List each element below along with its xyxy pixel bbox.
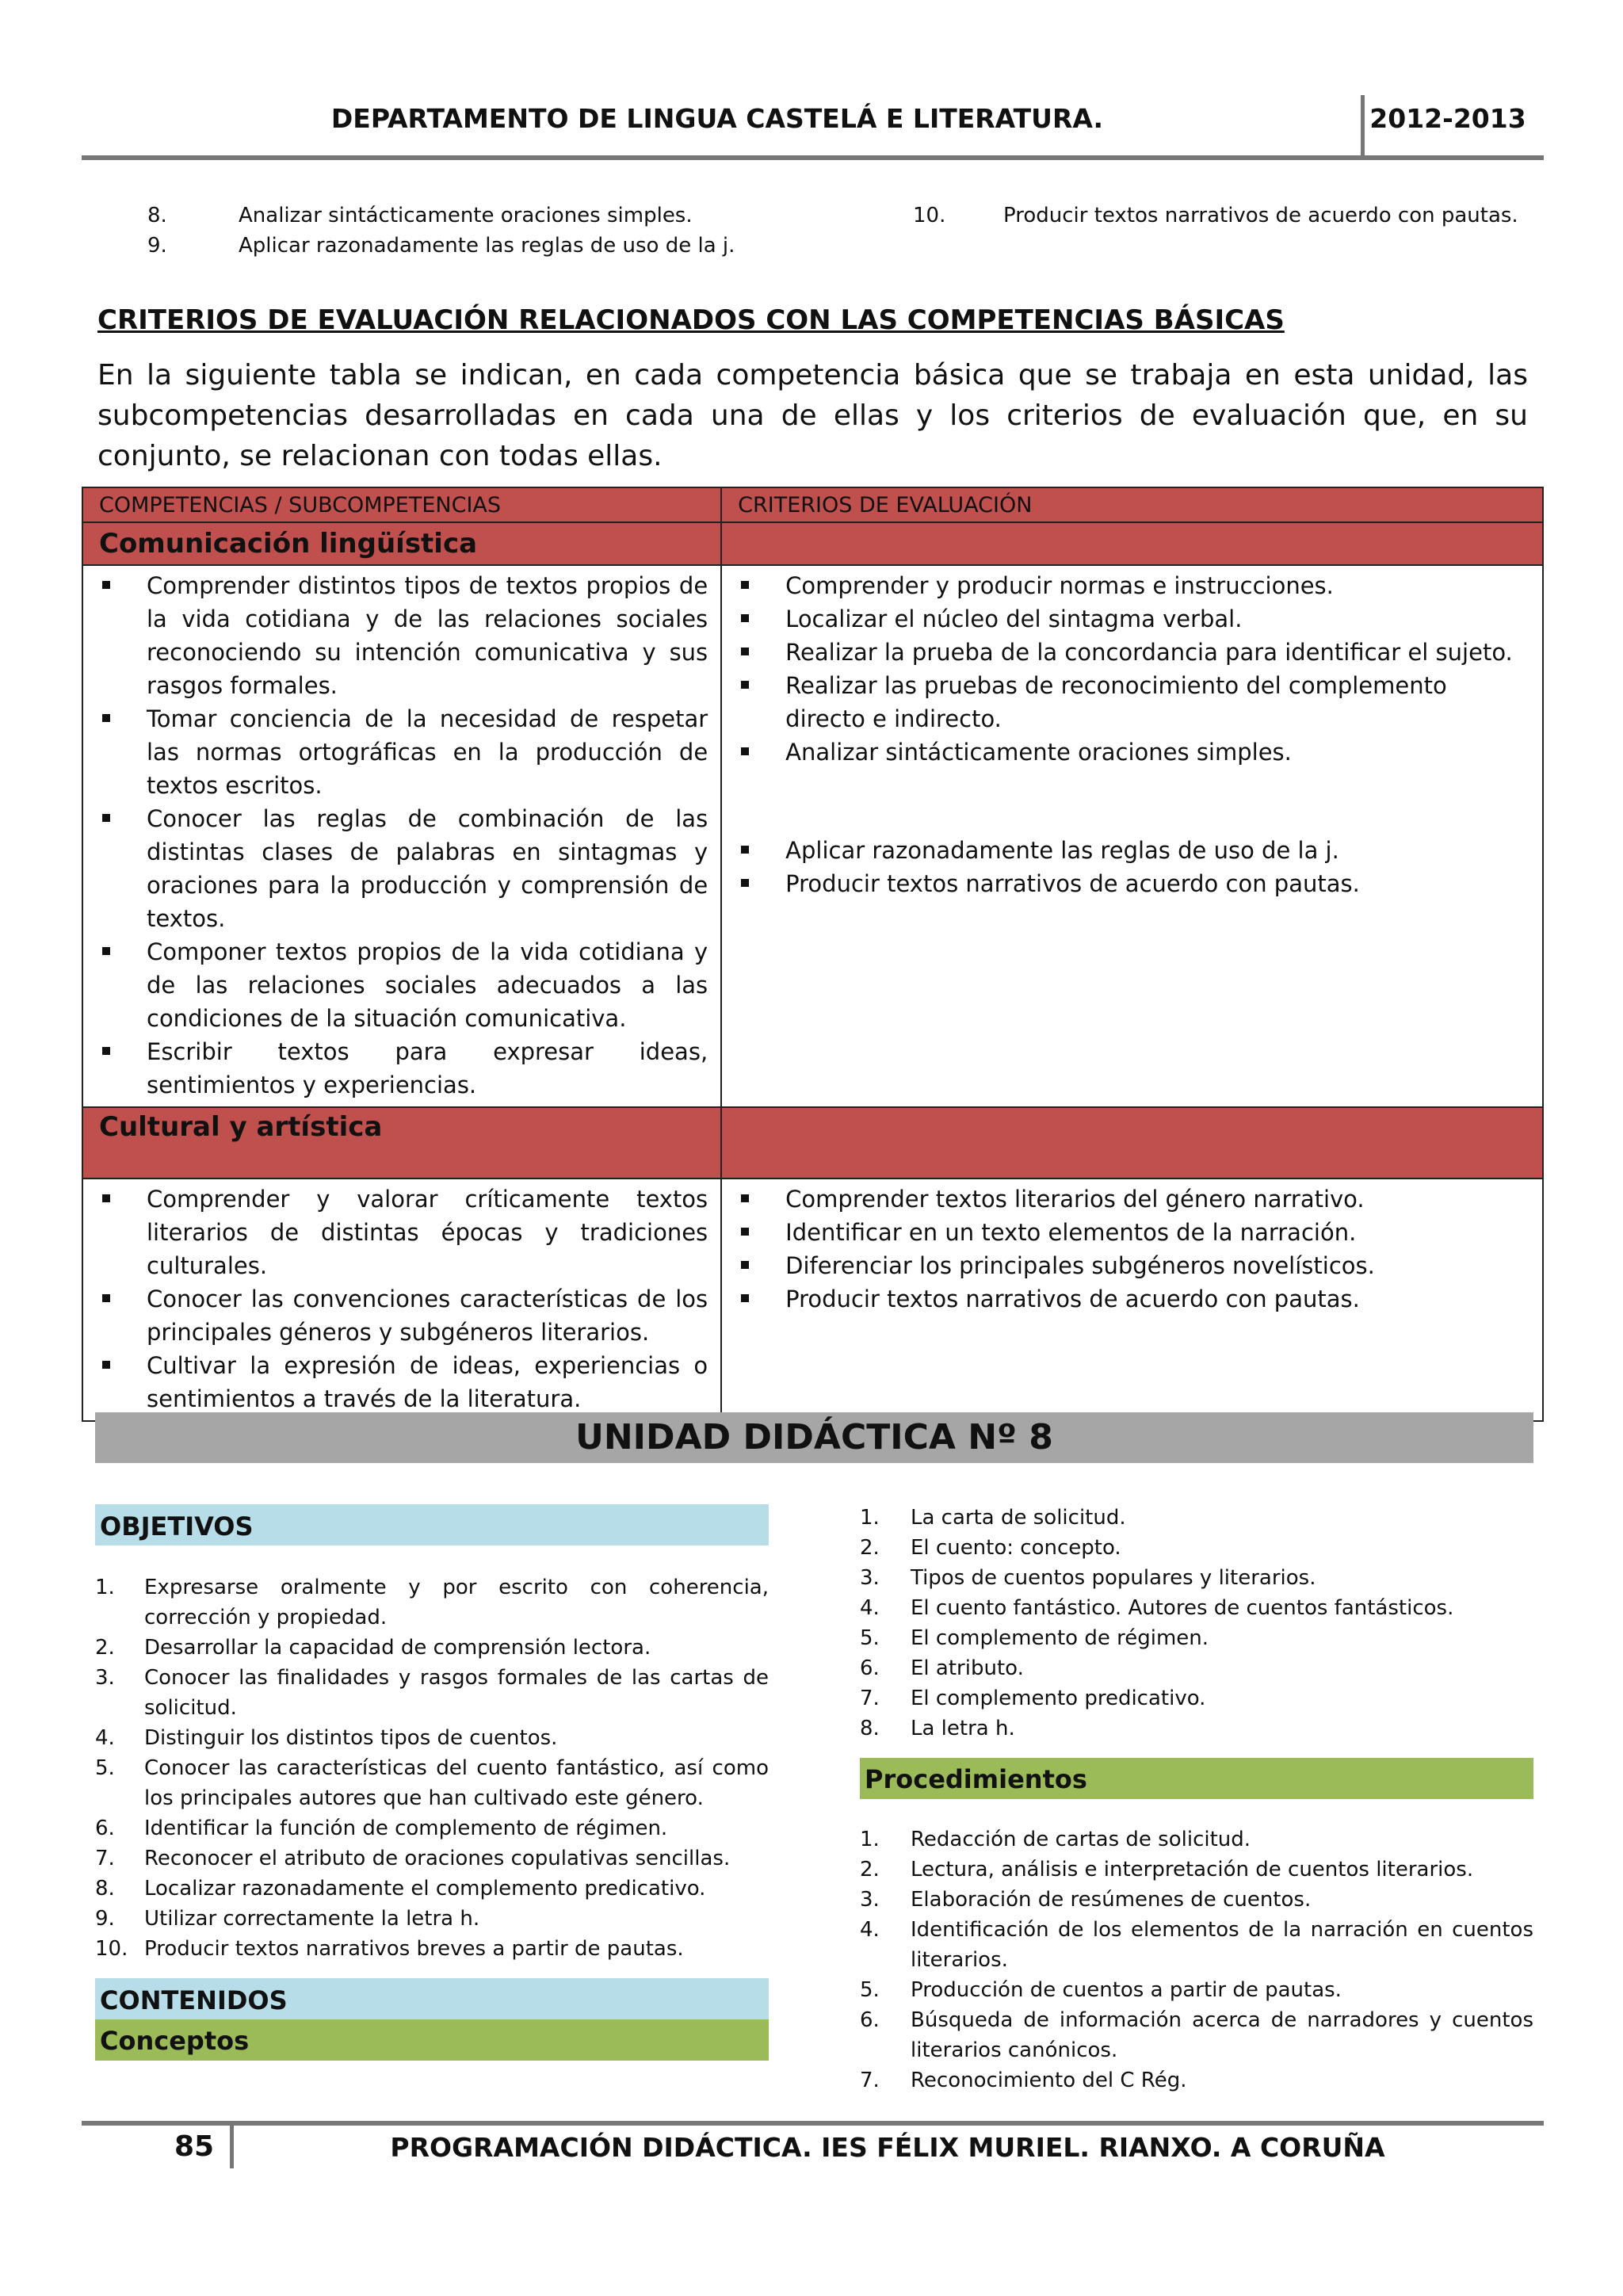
list-item: 1. Expresarse oralmente y por escrito con coherencia, corrección y propiedad.: [95, 1576, 769, 1629]
list-item: Realizar las pruebas de reconocimiento del complemento directo e indirecto.: [736, 669, 1529, 735]
group-row-cultural: [82, 1107, 1543, 1179]
group-title: Cultural y artística: [82, 1107, 721, 1179]
column-header-competencias: COMPETENCIAS / SUBCOMPETENCIAS: [82, 487, 721, 522]
table-header-row: [82, 487, 1543, 522]
list-item: 8. Analizar sintácticamente oraciones simples.: [147, 204, 693, 227]
list-item: 2. El cuento: concepto.: [860, 1536, 1121, 1560]
procedimientos-list: [860, 1824, 1533, 2095]
group-title: Comunicación lingüística: [82, 522, 721, 565]
list-item: 10. Producir textos narrativos de acuerdo con pautas.: [913, 204, 1518, 227]
list-item: 7. Reconocer el atributo de oraciones copulativas sencillas.: [95, 1847, 731, 1870]
list-item: Identificar en un texto elementos de la narración.: [736, 1216, 1529, 1249]
list-item: Cultivar la expresión de ideas, experiencias o sentimientos a través de la literatura.: [97, 1349, 708, 1415]
list-item: 5. Conocer las características del cuento fantástico, así como los principales autores que han cultivado este género.: [95, 1756, 769, 1810]
list-item: Aplicar razonadamente las reglas de uso de la j.: [736, 834, 1529, 867]
list-item: Componer textos propios de la vida cotidiana y de las relaciones sociales adecuados a las condiciones de la situación comunicativa.: [97, 935, 708, 1035]
list-item: Comprender distintos tipos de textos propios de la vida cotidiana y de las relaciones sociales reconociendo su intención comunicativa y sus rasgos formales.: [97, 569, 708, 702]
document-header-year: 2012-2013: [1369, 103, 1526, 134]
header-rule: [82, 155, 1544, 160]
objetivos-heading: OBJETIVOS: [95, 1504, 769, 1545]
list-item: Tomar conciencia de la necesidad de respetar las normas ortográficas en la producción de textos escritos.: [97, 702, 708, 802]
subcompetencias-list: [83, 1179, 720, 1420]
page-number: 85: [174, 2130, 215, 2163]
list-item: Localizar el núcleo del sintagma verbal.: [736, 602, 1529, 636]
list-item: 7. Reconocimiento del C Rég.: [860, 2069, 1187, 2092]
conceptos-heading: Conceptos: [95, 2019, 769, 2061]
list-item: 10. Producir textos narrativos breves a partir de pautas.: [95, 1937, 684, 1961]
list-item: Realizar la prueba de la concordancia para identificar el sujeto.: [736, 636, 1529, 669]
list-item: 9. Utilizar correctamente la letra h.: [95, 1907, 480, 1931]
right-column: [860, 1503, 1533, 2095]
competencies-table: [82, 487, 1544, 1422]
list-item: 3. Elaboración de resúmenes de cuentos.: [860, 1888, 1312, 1912]
subcompetencias-list: [83, 566, 720, 1106]
left-column: [95, 1504, 769, 2061]
list-item: 8. La letra h.: [860, 1717, 1015, 1740]
list-item: 6. El atributo.: [860, 1656, 1024, 1680]
list-item: 6. Búsqueda de información acerca de narradores y cuentos literarios canónicos.: [860, 2008, 1533, 2062]
list-item: 3. Conocer las finalidades y rasgos formales de las cartas de solicitud.: [95, 1666, 769, 1720]
list-item: 2. Lectura, análisis e interpretación de cuentos literarios.: [860, 1858, 1474, 1881]
list-item: Analizar sintácticamente oraciones simples.: [736, 735, 1529, 769]
list-item: 5. El complemento de régimen.: [860, 1626, 1209, 1650]
list-item: Conocer las convenciones características de los principales géneros y subgéneros literarios.: [97, 1282, 708, 1349]
list-item: 5. Producción de cuentos a partir de pautas.: [860, 1978, 1342, 2002]
list-item: 8. Localizar razonadamente el complemento predicativo.: [95, 1877, 706, 1901]
contenidos-heading: CONTENIDOS: [95, 1978, 769, 2019]
footer-title: PROGRAMACIÓN DIDÁCTICA. IES FÉLIX MURIEL. RIANXO. A CORUÑA: [390, 2132, 1385, 2163]
list-item: Diferenciar los principales subgéneros novelísticos.: [736, 1249, 1529, 1282]
procedimientos-heading: Procedimientos: [860, 1758, 1533, 1799]
list-item: Comprender y valorar críticamente textos literarios de distintas épocas y tradiciones culturales.: [97, 1182, 708, 1282]
list-item: 7. El complemento predicativo.: [860, 1687, 1206, 1710]
list-item: 1. Redacción de cartas de solicitud.: [860, 1828, 1251, 1851]
intro-paragraph: En la siguiente tabla se indican, en cada competencia básica que se trabaja en esta unidad, las subcompetencias desarrolladas en cada una de ellas y los criterios de evaluación que, en su conjunto, se relacionan con todas ellas.: [97, 359, 1528, 472]
list-item: Comprender y producir normas e instrucciones.: [736, 569, 1529, 602]
criterios-list: [722, 1179, 1542, 1320]
criterios-list-continued: [722, 834, 1542, 905]
section-title: CRITERIOS DE EVALUACIÓN RELACIONADOS CON LAS COMPETENCIAS BÁSICAS: [97, 304, 1285, 336]
objetivos-list: [95, 1572, 769, 1964]
continued-objectives-left: [147, 201, 829, 261]
footer-rule: [82, 2121, 1544, 2126]
list-item: 2. Desarrollar la capacidad de comprensión lectora.: [95, 1636, 651, 1660]
list-item: 1. La carta de solicitud.: [860, 1506, 1126, 1530]
list-item: 9. Aplicar razonadamente las reglas de uso de la j.: [147, 234, 735, 258]
list-item: 4. El cuento fantástico. Autores de cuentos fantásticos.: [860, 1596, 1454, 1620]
list-item: Conocer las reglas de combinación de las distintas clases de palabras en sintagmas y oraciones para la producción y comprensión de textos.: [97, 802, 708, 935]
list-item: Producir textos narrativos de acuerdo con pautas.: [736, 867, 1529, 900]
footer-divider: [230, 2124, 234, 2168]
list-item: Comprender textos literarios del género narrativo.: [736, 1182, 1529, 1216]
group-row-comunicacion: [82, 522, 1543, 565]
criterios-list: [722, 566, 1542, 774]
list-item: 3. Tipos de cuentos populares y literarios.: [860, 1566, 1316, 1590]
unit-title-band: UNIDAD DIDÁCTICA Nº 8: [95, 1412, 1533, 1463]
list-item: 6. Identificar la función de complemento de régimen.: [95, 1817, 668, 1840]
document-header-title: DEPARTAMENTO DE LINGUA CASTELÁ E LITERATURA.: [330, 103, 1104, 134]
continued-objectives-right: [913, 201, 1531, 231]
list-item: 4. Distinguir los distintos tipos de cuentos.: [95, 1726, 558, 1750]
list-item: 4. Identificación de los elementos de la narración en cuentos literarios.: [860, 1918, 1533, 1972]
table-row: [82, 1179, 1543, 1421]
column-header-criterios: CRITERIOS DE EVALUACIÓN: [721, 487, 1543, 522]
conceptos-list: [860, 1503, 1533, 1744]
list-item: Producir textos narrativos de acuerdo con pautas.: [736, 1282, 1529, 1316]
table-row: [82, 565, 1543, 1107]
list-item: Escribir textos para expresar ideas, sentimientos y experiencias.: [97, 1035, 708, 1102]
